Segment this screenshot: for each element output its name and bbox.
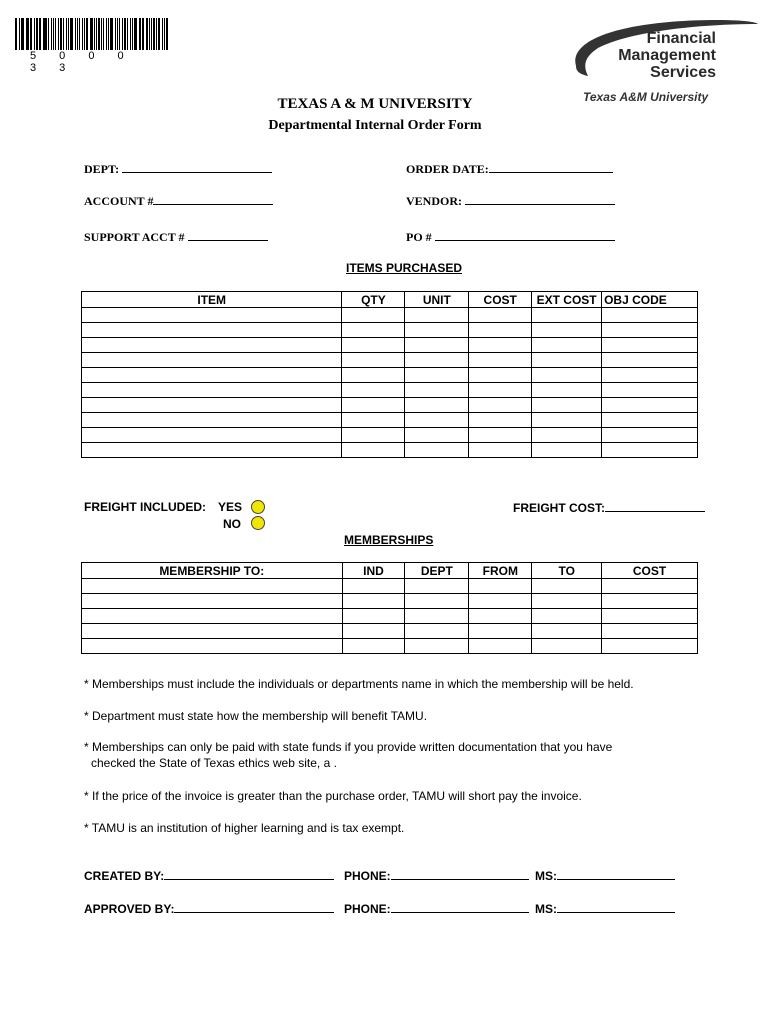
barcode-bar (156, 18, 157, 50)
barcode-bar (36, 18, 38, 50)
logo-line-management: Management (618, 47, 716, 64)
vendor-field[interactable] (406, 193, 615, 209)
barcode-bar (140, 18, 141, 50)
table-cell[interactable] (469, 353, 532, 368)
barcode-bar (68, 18, 69, 50)
table-cell[interactable] (405, 443, 469, 458)
support-acct-field[interactable] (84, 229, 268, 245)
note-4: * If the price of the invoice is greater than the purchase order, TAMU will short pay the invoice. (84, 789, 582, 803)
memberships-table (81, 562, 698, 654)
approved-phone-label: PHONE: (344, 902, 391, 916)
table-cell[interactable] (532, 413, 602, 428)
items-header-row (82, 292, 698, 308)
po-field[interactable] (406, 229, 615, 245)
table-cell[interactable] (602, 338, 698, 353)
table-row (82, 308, 698, 323)
table-cell[interactable] (82, 368, 342, 383)
table-cell[interactable] (342, 594, 405, 609)
table-row (82, 353, 698, 368)
table-cell[interactable] (532, 624, 602, 639)
table-cell[interactable] (469, 338, 532, 353)
created-phone-field[interactable] (344, 868, 529, 883)
barcode-bar (84, 18, 86, 50)
created-by-field[interactable] (84, 868, 334, 883)
approved-phone-field[interactable] (344, 901, 529, 916)
table-cell[interactable] (82, 338, 342, 353)
approved-by-label: APPROVED BY: (84, 902, 175, 916)
table-cell[interactable] (405, 579, 469, 594)
barcode-number: 5 0 0 0 3 3 (30, 50, 134, 74)
memberships-header-row (82, 563, 698, 579)
barcode-bar (153, 18, 155, 50)
table-cell[interactable] (342, 308, 405, 323)
barcode-bar (101, 18, 102, 50)
barcode-bar (82, 18, 83, 50)
freight-no-label: NO (223, 517, 241, 531)
freight-yes-radio[interactable] (251, 500, 265, 514)
table-row (82, 413, 698, 428)
table-cell[interactable] (405, 368, 469, 383)
table-cell[interactable] (469, 323, 532, 338)
table-cell[interactable] (602, 609, 698, 624)
barcode-bar (19, 18, 20, 50)
table-cell[interactable] (82, 398, 342, 413)
table-cell[interactable] (342, 579, 405, 594)
table-cell[interactable] (82, 579, 343, 594)
barcode-bar (53, 18, 55, 50)
table-cell[interactable] (342, 398, 405, 413)
table-cell[interactable] (602, 413, 698, 428)
table-cell[interactable] (342, 353, 405, 368)
barcode-bar (15, 18, 17, 50)
table-cell[interactable] (602, 308, 698, 323)
barcode-bar (124, 18, 126, 50)
table-cell[interactable] (405, 428, 469, 443)
barcode-bar (39, 18, 41, 50)
items-heading: ITEMS PURCHASED (345, 261, 462, 275)
col-cost: COST (469, 292, 532, 308)
barcode-bar (55, 18, 56, 50)
table-cell[interactable] (532, 398, 602, 413)
po-label: PO # (406, 230, 432, 244)
approved-by-field[interactable] (84, 901, 334, 916)
logo-subtitle: Texas A&M University (583, 90, 709, 104)
barcode-bar (130, 18, 131, 50)
dept-label: DEPT: (84, 162, 120, 176)
barcode-bar (158, 18, 161, 50)
table-cell[interactable] (532, 383, 602, 398)
barcode-bar (90, 18, 93, 50)
barcode-bar (26, 18, 29, 50)
barcode-bar (164, 18, 165, 50)
table-cell[interactable] (405, 353, 469, 368)
freight-included-label: FREIGHT INCLUDED: (84, 500, 206, 514)
table-cell[interactable] (342, 413, 405, 428)
table-row (82, 579, 698, 594)
approved-ms-field[interactable] (535, 901, 675, 916)
table-cell[interactable] (342, 624, 405, 639)
barcode-bar (22, 18, 24, 50)
table-cell[interactable] (602, 624, 698, 639)
barcode-bar (115, 18, 116, 50)
table-cell[interactable] (342, 639, 405, 654)
table-cell[interactable] (405, 413, 469, 428)
note-3: * Memberships can only be paid with state funds if you provide written documentation that you have (84, 740, 613, 754)
barcode-bar (122, 18, 123, 50)
table-cell[interactable] (532, 639, 602, 654)
table-cell[interactable] (405, 308, 469, 323)
col-unit: UNIT (405, 292, 469, 308)
barcode (15, 18, 170, 50)
table-row (82, 368, 698, 383)
barcode-bar (63, 18, 65, 50)
table-cell[interactable] (342, 368, 405, 383)
table-cell[interactable] (82, 323, 342, 338)
table-row (82, 609, 698, 624)
table-cell[interactable] (532, 609, 602, 624)
table-cell[interactable] (532, 338, 602, 353)
table-cell[interactable] (469, 579, 532, 594)
barcode-bar (103, 18, 104, 50)
table-cell[interactable] (82, 383, 342, 398)
note-5: * TAMU is an institution of higher learning and is tax exempt. (84, 821, 405, 835)
table-cell[interactable] (532, 579, 602, 594)
barcode-bar (139, 18, 140, 50)
table-row (82, 624, 698, 639)
col-qty: QTY (342, 292, 405, 308)
table-cell[interactable] (342, 338, 405, 353)
barcode-bar (66, 18, 67, 50)
freight-no-radio[interactable] (251, 516, 265, 530)
approved-ms-label: MS: (535, 902, 557, 916)
table-cell[interactable] (602, 398, 698, 413)
table-cell[interactable] (342, 609, 405, 624)
col-ind: IND (342, 563, 405, 579)
created-phone-label: PHONE: (344, 869, 391, 883)
memberships-heading: MEMBERSHIPS (344, 533, 434, 547)
barcode-bar (149, 18, 150, 50)
table-cell[interactable] (602, 353, 698, 368)
barcode-bar (117, 18, 119, 50)
barcode-bar (108, 18, 109, 50)
table-cell[interactable] (82, 594, 343, 609)
freight-cost-field[interactable] (513, 500, 705, 515)
barcode-bar (134, 18, 137, 50)
barcode-bar (96, 18, 97, 50)
table-row (82, 398, 698, 413)
barcode-bar (98, 18, 100, 50)
table-cell[interactable] (602, 579, 698, 594)
col-obj-code: OBJ CODE (602, 292, 698, 308)
table-cell[interactable] (82, 413, 342, 428)
barcode-bar (127, 18, 129, 50)
table-cell[interactable] (469, 624, 532, 639)
table-cell[interactable] (405, 639, 469, 654)
barcode-bar (166, 18, 168, 50)
table-cell[interactable] (602, 639, 698, 654)
order-date-label: ORDER DATE: (406, 162, 489, 176)
table-cell[interactable] (405, 609, 469, 624)
barcode-bar (77, 18, 78, 50)
table-cell[interactable] (405, 323, 469, 338)
items-table (81, 291, 698, 458)
barcode-bar (60, 18, 62, 50)
table-cell[interactable] (469, 308, 532, 323)
table-cell[interactable] (469, 594, 532, 609)
table-cell[interactable] (602, 428, 698, 443)
table-cell[interactable] (82, 609, 343, 624)
account-field[interactable] (84, 193, 273, 209)
barcode-bar (151, 18, 152, 50)
table-cell[interactable] (532, 443, 602, 458)
freight-cost-label: FREIGHT COST: (513, 501, 605, 515)
table-cell[interactable] (469, 443, 532, 458)
barcode-bar (44, 18, 47, 50)
barcode-bar (119, 18, 120, 50)
barcode-bar (86, 18, 88, 50)
table-cell[interactable] (82, 443, 342, 458)
table-cell[interactable] (82, 639, 343, 654)
table-cell[interactable] (532, 368, 602, 383)
table-row (82, 428, 698, 443)
barcode-bar (162, 18, 163, 50)
table-cell[interactable] (602, 323, 698, 338)
col-item: ITEM (82, 292, 342, 308)
table-cell[interactable] (602, 594, 698, 609)
freight-yes-label: YES (218, 500, 243, 514)
barcode-bar (94, 18, 95, 50)
barcode-bar (31, 18, 32, 50)
note-1: * Memberships must include the individuals or departments name in which the membership will be held. (84, 677, 634, 691)
table-row (82, 639, 698, 654)
barcode-bar (75, 18, 77, 50)
col-membership-to: MEMBERSHIP TO: (82, 563, 343, 579)
table-cell[interactable] (342, 428, 405, 443)
barcode-bar (51, 18, 52, 50)
vendor-label: VENDOR: (406, 194, 462, 208)
table-cell[interactable] (532, 428, 602, 443)
table-cell[interactable] (469, 368, 532, 383)
barcode-bar (30, 18, 31, 50)
table-row (82, 594, 698, 609)
note-3-continued: checked the State of Texas ethics web site, a . (91, 756, 337, 770)
table-cell[interactable] (405, 338, 469, 353)
col-to: TO (532, 563, 602, 579)
created-ms-label: MS: (535, 869, 557, 883)
created-ms-field[interactable] (535, 868, 675, 883)
table-cell[interactable] (342, 383, 405, 398)
table-cell[interactable] (469, 398, 532, 413)
barcode-bar (70, 18, 73, 50)
table-cell[interactable] (532, 353, 602, 368)
barcode-bar (146, 18, 148, 50)
table-cell[interactable] (602, 368, 698, 383)
barcode-bar (58, 18, 59, 50)
table-row (82, 443, 698, 458)
table-cell[interactable] (82, 308, 342, 323)
table-cell[interactable] (532, 594, 602, 609)
barcode-bar (21, 18, 22, 50)
logo-text (588, 30, 716, 81)
col-from: FROM (469, 563, 532, 579)
col-memb-cost: COST (602, 563, 698, 579)
table-cell[interactable] (342, 323, 405, 338)
table-cell[interactable] (469, 428, 532, 443)
support-acct-label: SUPPORT ACCT # (84, 230, 185, 244)
col-ext-cost: EXT COST (532, 292, 602, 308)
account-label: ACCOUNT # (84, 194, 154, 208)
barcode-bar (132, 18, 133, 50)
table-cell[interactable] (469, 413, 532, 428)
barcode-bar (142, 18, 144, 50)
table-cell[interactable] (82, 428, 342, 443)
table-cell[interactable] (82, 353, 342, 368)
table-cell[interactable] (405, 398, 469, 413)
table-cell[interactable] (342, 443, 405, 458)
created-by-label: CREATED BY: (84, 869, 165, 883)
table-cell[interactable] (469, 639, 532, 654)
table-cell[interactable] (532, 323, 602, 338)
table-row (82, 323, 698, 338)
barcode-bar (34, 18, 35, 50)
barcode-bar (106, 18, 108, 50)
table-cell[interactable] (602, 443, 698, 458)
order-date-field[interactable] (406, 161, 613, 177)
table-cell[interactable] (532, 308, 602, 323)
table-cell[interactable] (469, 383, 532, 398)
barcode-bar (79, 18, 80, 50)
barcode-bar (48, 18, 49, 50)
table-cell[interactable] (405, 383, 469, 398)
logo-line-services: Services (650, 64, 716, 81)
table-cell[interactable] (82, 624, 343, 639)
table-row (82, 338, 698, 353)
barcode-bar (43, 18, 44, 50)
table-cell[interactable] (405, 624, 469, 639)
form-title: Departmental Internal Order Form (268, 118, 482, 133)
logo-line-financial: Financial (646, 30, 716, 47)
note-2: * Department must state how the membership will benefit TAMU. (84, 709, 428, 723)
barcode-bar (110, 18, 113, 50)
table-cell[interactable] (405, 594, 469, 609)
university-title: TEXAS A & M UNIVERSITY (277, 96, 473, 112)
col-dept: DEPT (405, 563, 469, 579)
dept-field[interactable] (84, 161, 272, 177)
table-cell[interactable] (469, 609, 532, 624)
table-cell[interactable] (602, 383, 698, 398)
table-row (82, 383, 698, 398)
